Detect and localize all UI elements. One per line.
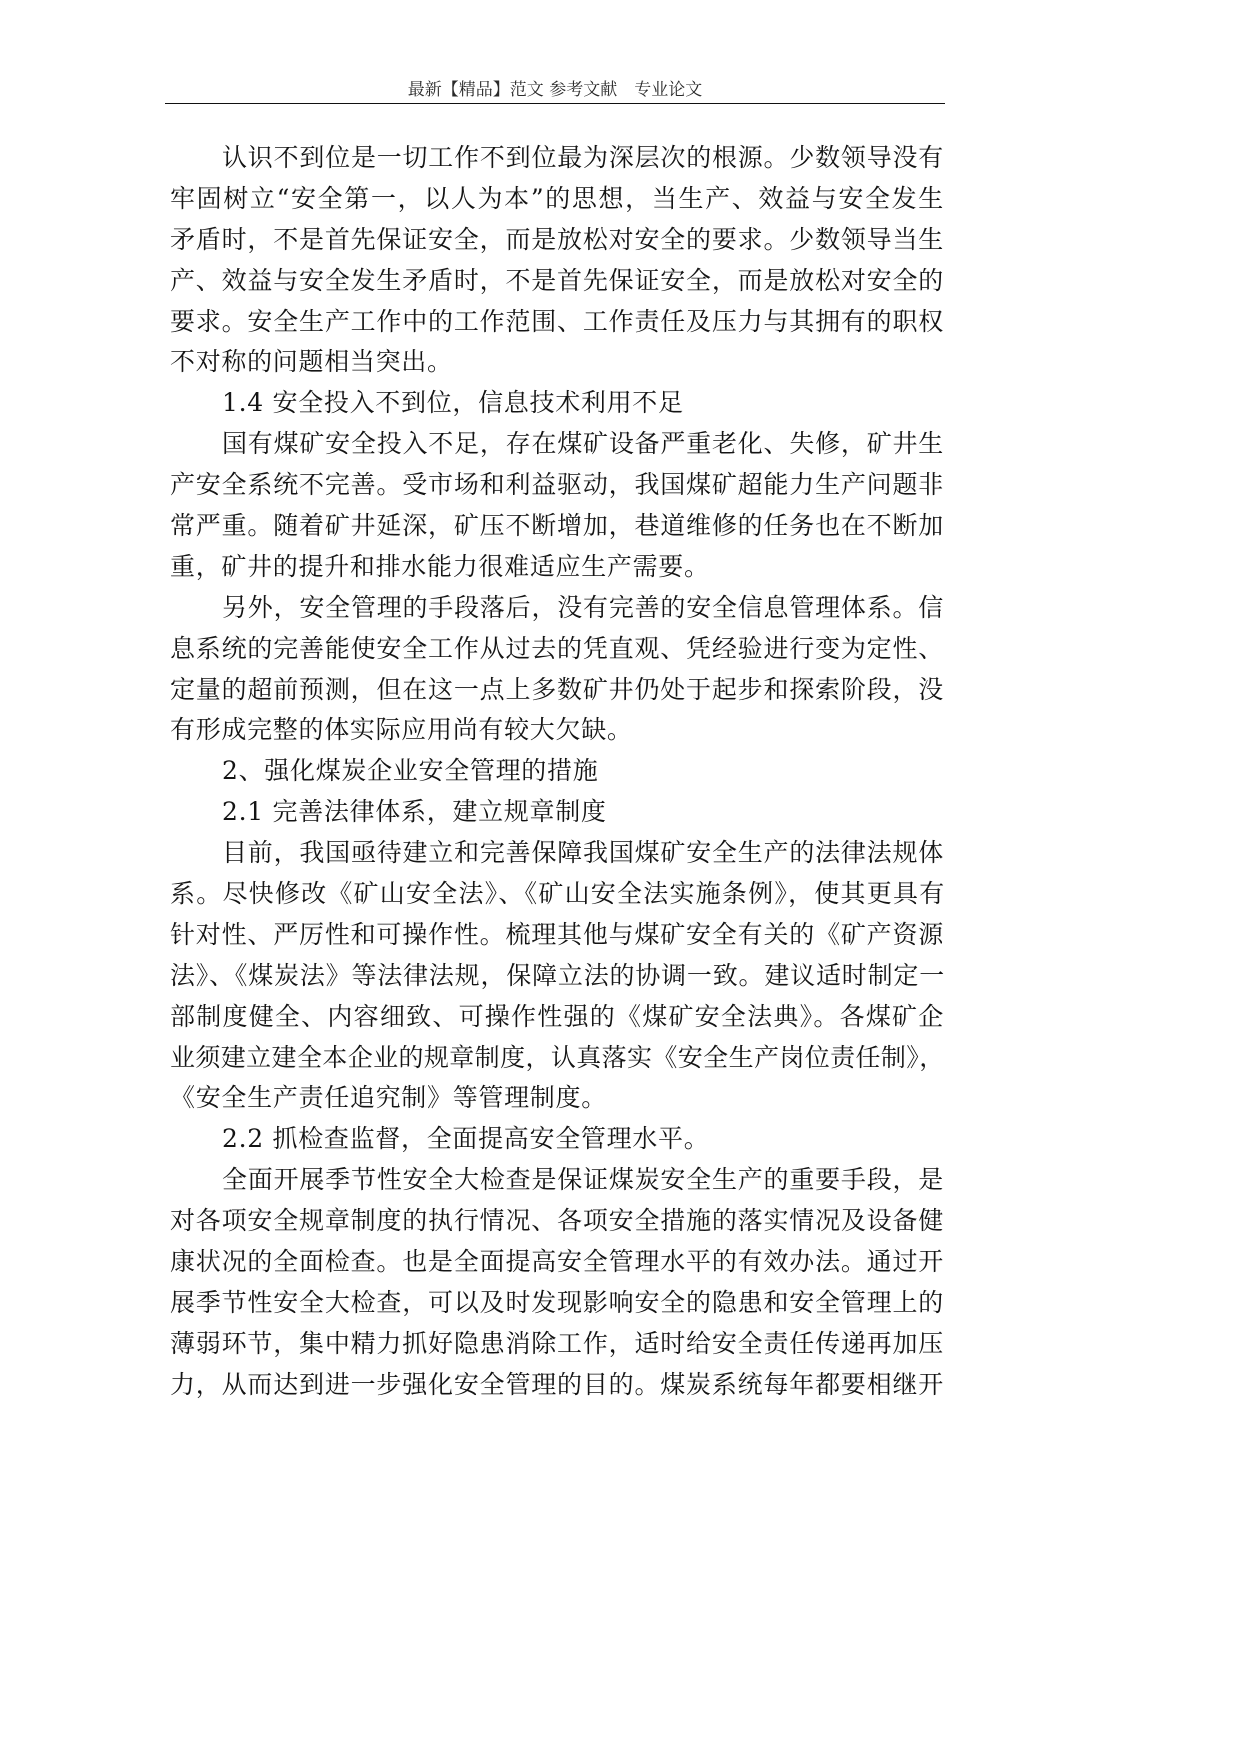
body-line: 展季节性安全大检查，可以及时发现影响安全的隐患和安全管理上的 (170, 1287, 944, 1317)
body-line: 不对称的问题相当突出。 (170, 347, 453, 377)
body-paragraph (170, 1160, 944, 1405)
body-line: 有形成完整的体实际应用尚有较大欠缺。 (170, 715, 633, 745)
body-line: 另外，安全管理的手段落后，没有完善的安全信息管理体系。信 (222, 592, 944, 622)
section-heading (170, 792, 944, 833)
body-line: 息系统的完善能使安全工作从过去的凭直观、凭经验进行变为定性、 (170, 633, 944, 663)
document-body (170, 138, 944, 1406)
section-heading-text: 2.1 完善法律体系，建立规章制度 (222, 797, 607, 827)
body-line: 定量的超前预测，但在这一点上多数矿井仍处于起步和探索阶段，没 (170, 674, 944, 704)
header-divider (165, 103, 945, 104)
section-heading-text: 1.4 安全投入不到位，信息技术利用不足 (222, 388, 684, 418)
body-line: 国有煤矿安全投入不足，存在煤矿设备严重老化、失修，矿井生 (222, 429, 944, 459)
body-line: 康状况的全面检查。也是全面提高安全管理水平的有效办法。通过开 (170, 1247, 944, 1277)
body-line: 《安全生产责任追究制》等管理制度。 (170, 1083, 607, 1113)
body-paragraph (170, 588, 944, 752)
body-line: 常严重。随着矿井延深，矿压不断增加，巷道维修的任务也在不断加 (170, 511, 944, 541)
body-line: 产、效益与安全发生矛盾时，不是首先保证安全，而是放松对安全的 (170, 265, 944, 295)
body-line: 产安全系统不完善。受市场和利益驱动，我国煤矿超能力生产问题非 (170, 470, 944, 500)
body-line: 薄弱环节，集中精力抓好隐患消除工作，适时给安全责任传递再加压 (170, 1328, 944, 1358)
body-line: 业须建立建全本企业的规章制度，认真落实《安全生产岗位责任制》， (170, 1042, 944, 1072)
section-heading-text: 2.2 抓检查监督，全面提高安全管理水平。 (222, 1124, 710, 1154)
section-heading (170, 1119, 944, 1160)
section-heading (170, 751, 944, 792)
body-paragraph (170, 833, 944, 1119)
body-line: 重，矿井的提升和排水能力很难适应生产需要。 (170, 551, 710, 581)
body-paragraph (170, 424, 944, 588)
body-line: 矛盾时，不是首先保证安全，而是放松对安全的要求。少数领导当生 (170, 224, 944, 254)
section-heading (170, 383, 944, 424)
body-line: 目前，我国亟待建立和完善保障我国煤矿安全生产的法律法规体 (222, 838, 944, 868)
body-line: 全面开展季节性安全大检查是保证煤炭安全生产的重要手段，是 (222, 1165, 944, 1195)
body-line: 系。尽快修改《矿山安全法》、《矿山安全法实施条例》，使其更具有 (170, 879, 944, 909)
body-line: 要求。安全生产工作中的工作范围、工作责任及压力与其拥有的职权 (170, 306, 944, 336)
section-heading-text: 2、强化煤炭企业安全管理的措施 (222, 756, 599, 786)
body-line: 力，从而达到进一步强化安全管理的目的。煤炭系统每年都要相继开 (170, 1369, 944, 1399)
body-line: 针对性、严厉性和可操作性。梳理其他与煤矿安全有关的《矿产资源 (170, 919, 944, 949)
body-line: 认识不到位是一切工作不到位最为深层次的根源。少数领导没有 (222, 143, 944, 172)
body-line: 牢固树立“安全第一，以人为本”的思想，当生产、效益与安全发生 (170, 183, 944, 213)
body-paragraph (170, 138, 944, 383)
page-header-text: 最新【精品】范文 参考文献 专业论文 (407, 80, 703, 100)
body-line: 法》、《煤炭法》等法律法规，保障立法的协调一致。建议适时制定一 (170, 960, 944, 990)
body-line: 部制度健全、内容细致、可操作性强的《煤矿安全法典》。各煤矿企 (170, 1001, 944, 1031)
body-line: 对各项安全规章制度的执行情况、各项安全措施的落实情况及设备健 (170, 1206, 944, 1236)
